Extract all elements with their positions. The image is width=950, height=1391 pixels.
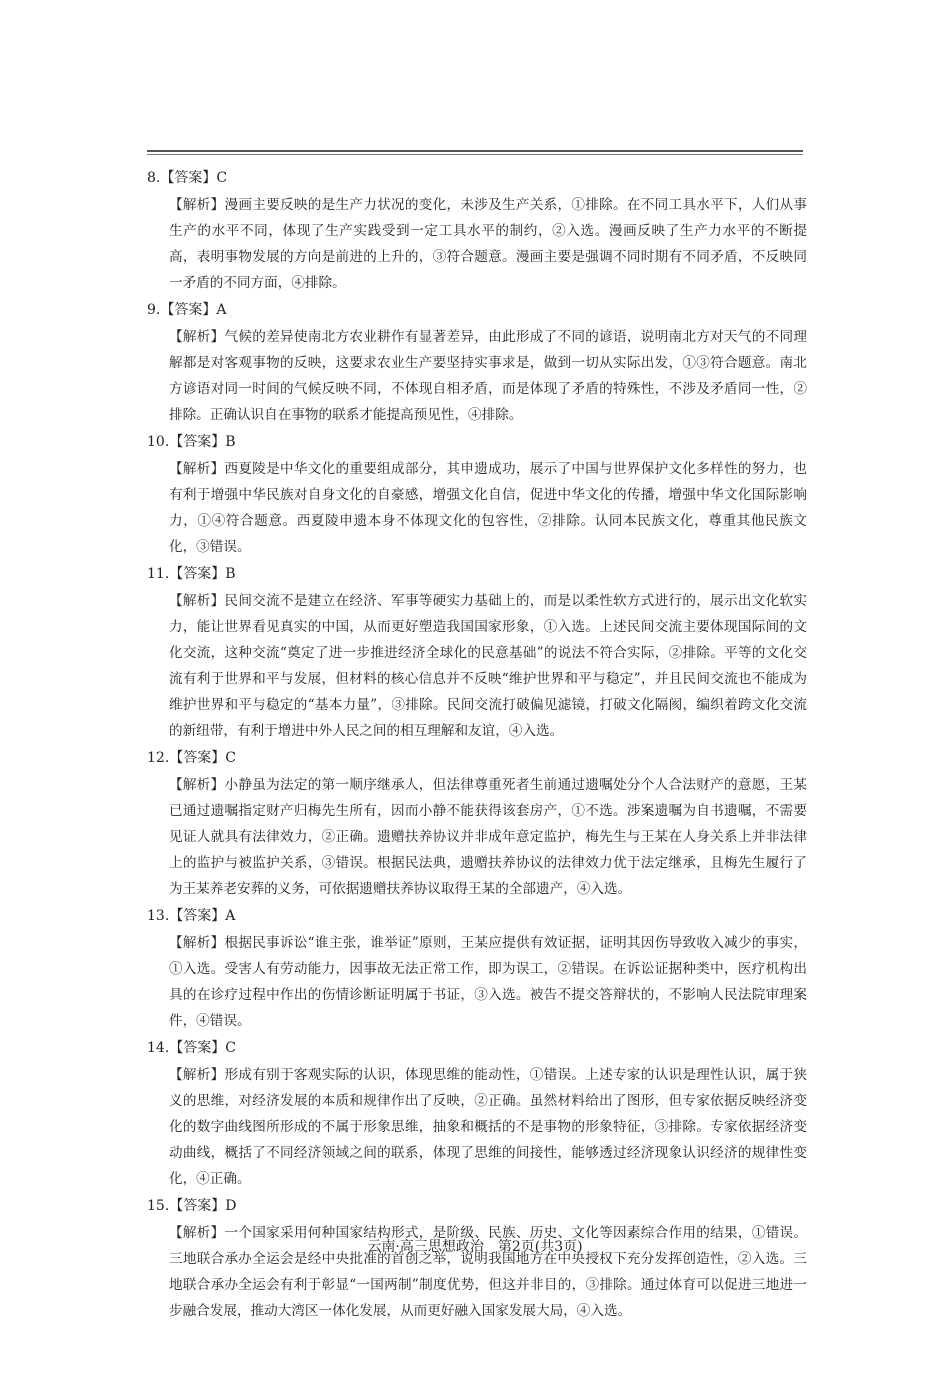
explanation-text: 【解析】漫画主要反映的是生产力状况的变化，未涉及生产关系，①排除。在不同工具水平下，人们从事生产的水平不同，体现了生产实践受到一定工具水平的制约，②入选。漫画反映了生产力水平的不断提高，表明事物发展的方向是前进的上升的，③符合题意。漫画主要是强调不同时期有不同矛盾，不反映同一矛盾的不同方面，④排除。 bbox=[169, 197, 807, 291]
explanation-text: 【解析】根据民事诉讼“谁主张，谁举证”原则，王某应提供有效证据，证明其因伤导致收入减少的事实，①入选。受害人有劳动能力，因事故无法正常工作，即为误工，②错误。在诉讼证据种类中，医疗机构出具的在诊疗过程中作出的伤情诊断证明属于书证，③入选。被告不提交答辩状的，不影响人民法院审理案件，④错误。 bbox=[169, 935, 807, 1029]
explanation-text: 【解析】形成有别于客观实际的认识，体现思维的能动性，①错误。上述专家的认识是理性认识，属于狭义的思维，对经济发展的本质和规律作出了反映，②正确。虽然材料给出了图形，但专家依据反映经济变化的数字曲线图所形成的不属于形象思维，抽象和概括的不是事物的形象特征，③排除。专家依据经济变动曲线，概括了不同经济领域之间的联系，体现了思维的间接性，能够透过经济现象认识经济的规律性变化，④正确。 bbox=[169, 1067, 807, 1187]
explanation-text: 【解析】一个国家采用何种国家结构形式，是阶级、民族、历史、文化等因素综合作用的结果，①错误。三地联合承办全运会是经中央批准的首创之举，说明我国地方在中央授权下充分发挥创造性，②入选。三地联合承办全运会有利于彰显“一国两制”制度优势，但这并非目的，③排除。通过体育可以促进三地进一步融合发展，推动大湾区一体化发展，从而更好融入国家发展大局，④入选。 bbox=[169, 1225, 807, 1319]
page-footer: 云南·高三思想政治 第2页(共3页) bbox=[367, 1239, 583, 1255]
explanation-text: 【解析】气候的差异使南北方农业耕作有显著差异，由此形成了不同的谚语，说明南北方对天气的不同理解都是对客观事物的反映，这要求农业生产要坚持实事求是，做到一切从实际出发，①③符合题意。南北方谚语对同一时间的气候反映不同，不体现自相矛盾，而是体现了矛盾的特殊性，不涉及矛盾同一性，②排除。正确认识自在事物的联系才能提高预见性，④排除。 bbox=[169, 329, 807, 423]
answer-line: 8.【答案】C bbox=[147, 170, 228, 186]
question-item-10 bbox=[147, 428, 807, 560]
question-item-9 bbox=[147, 296, 807, 428]
answer-line: 15.【答案】D bbox=[147, 1198, 237, 1214]
answer-line: 14.【答案】C bbox=[147, 1040, 236, 1056]
question-item-13 bbox=[147, 902, 807, 1034]
question-item-12 bbox=[147, 744, 807, 902]
answer-line: 11.【答案】B bbox=[147, 566, 236, 582]
question-item-14 bbox=[147, 1034, 807, 1192]
answer-line: 10.【答案】B bbox=[147, 434, 236, 450]
question-item-11 bbox=[147, 560, 807, 744]
answer-line: 12.【答案】C bbox=[147, 750, 236, 766]
explanation-text: 【解析】民间交流不是建立在经济、军事等硬实力基础上的，而是以柔性软方式进行的，展示出文化软实力，能让世界看见真实的中国，从而更好塑造我国国家形象，①入选。上述民间交流主要体现国际间的文化交流，这种交流“奠定了进一步推进经济全球化的民意基础”的说法不符合实际，②排除。平等的文化交流有利于世界和平与发展，但材料的核心信息并不反映“维护世界和平与稳定”，并且民间交流也不能成为维护世界和平与稳定的“基本力量”，③排除。民间交流打破偏见滤镜，打破文化隔阂，编织着跨文化交流的新纽带，有利于增进中外人民之间的相互理解和友谊，④入选。 bbox=[169, 593, 807, 739]
header-rule-thick bbox=[147, 150, 803, 152]
question-item-8 bbox=[147, 164, 807, 296]
answer-content bbox=[147, 164, 807, 1324]
explanation-text: 【解析】小静虽为法定的第一顺序继承人，但法律尊重死者生前通过遗嘱处分个人合法财产的意愿，王某已通过遗嘱指定财产归梅先生所有，因而小静不能获得该套房产，①不选。涉案遗嘱为自书遗嘱，不需要见证人就具有法律效力，②正确。遗赠扶养协议并非成年意定监护，梅先生与王某在人身关系上并非法律上的监护与被监护关系，③错误。根据民法典，遗赠扶养协议的法律效力优于法定继承，且梅先生履行了为王某养老安葬的义务，可依据遗赠扶养协议取得王某的全部遗产，④入选。 bbox=[169, 777, 807, 897]
answer-line: 13.【答案】A bbox=[147, 908, 236, 924]
question-item-15 bbox=[147, 1192, 807, 1324]
answer-line: 9.【答案】A bbox=[147, 302, 227, 318]
explanation-text: 【解析】西夏陵是中华文化的重要组成部分，其申遗成功，展示了中国与世界保护文化多样性的努力，也有利于增强中华民族对自身文化的自豪感，增强文化自信，促进中华文化的传播，增强中华文化国际影响力，①④符合题意。西夏陵申遗本身不体现文化的包容性，②排除。认同本民族文化，尊重其他民族文化，③错误。 bbox=[169, 461, 807, 555]
header-rule-thin bbox=[147, 154, 803, 155]
